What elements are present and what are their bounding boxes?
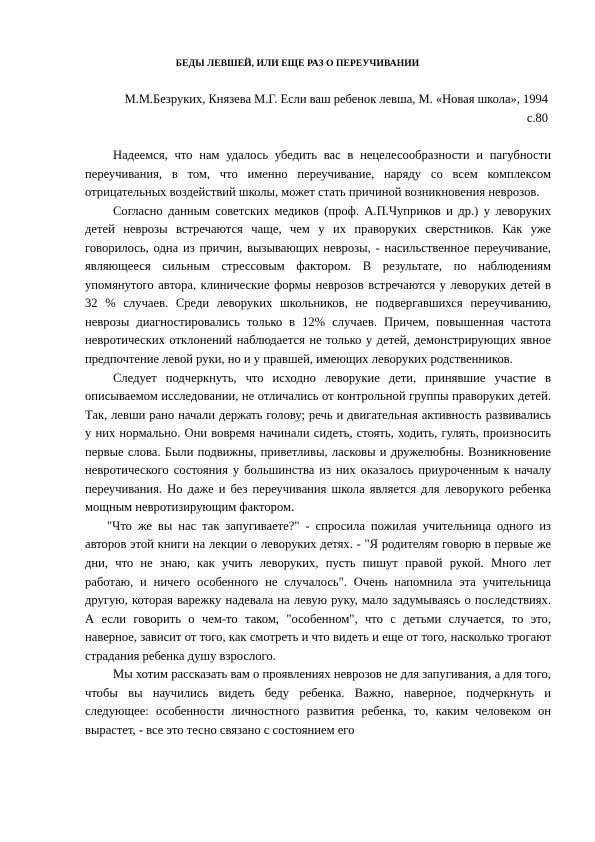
- document-body: [85, 146, 551, 740]
- paragraph: Следует подчеркнуть, что исходно леворукие дети, принявшие участие в описываемом исследовании, не отличались от контрольной группы праворуких детей. Так, левши рано начали держать голову; речь и двигательная активность развивались у них нормально. Они вовремя начинали сидеть, стоять, ходить, гулять, произносить первые слова. Были подвижны, приветливы, ласковы и дружелюбны. Возникновение невротического состояния у большинства из них оказалось приуроченным к началу переучивания. Но даже и без переучивания школа является для леворукого ребенка мощным невротизирующим фактором.: [85, 370, 551, 515]
- citation: М.М.Безруких, Князева М.Г. Если ваш ребенок левша, М. «Новая школа», 1994 с.80: [124, 92, 548, 125]
- paragraph: Согласно данным советских медиков (проф. А.П.Чуприков и др.) у леворуких детей неврозы встречаются чаще, чем у их праворуких сверстников. Как уже говорилось, одна из причин, вызывающих неврозы, - насильственное переучивание, являющееся сильным стрессовым фактором. В результате, по наблюдениям упомянутого автора, клинические формы неврозов встречаются у леворуких детей в 32 % случаев. Среди леворуких школьников, не подвергавшихся переучиванию, неврозы диагностировались только в 12% случаев. Причем, повышенная частота невротических отклонений наблюдается не только у детей, демонстрирующих явное предпочтение левой руки, но и у правшей, имеющих леворуких родственников.: [85, 203, 551, 367]
- paragraph: Мы хотим рассказать вам о проявлениях неврозов не для запугивания, а для того, чтобы вы научились видеть беду ребенка. Важно, наверное, подчеркнуть и следующее: особенности личностного развития ребенка, то, каким человеком он вырастет, - все это тесно связано с состоянием его: [85, 667, 551, 737]
- paragraph: Надеемся, что нам удалось убедить вас в нецелесообразности и пагубности переучивания, в том, что именно переучивание, наряду со всем комплексом отрицательных воздействий школы, может стать причиной возникновения неврозов.: [85, 148, 551, 200]
- paragraph: "Что же вы нас так запугиваете?" - спросила пожилая учительница одного из авторов этой книги на лекции о леворуких детях. - "Я родителям говорю в первые же дни, что не знаю, как учить леворуких, пусть пишут правой рукой. Много лет работаю, и ничего особенного не случалось". Очень напомнила эта учительница другую, которая варежку надевала на левую руку, мало задумываясь о последствиях. А если говорить о чем-то таком, "особенном", что с детьми случается, то это, наверное, зависит от того, как смотреть и что видеть и еще от того, насколько трогают страдания ребенка душу взрослого.: [85, 518, 551, 663]
- document-title: БЕДЫ ЛЕВШЕЙ, ИЛИ ЕЩЕ РАЗ О ПЕРЕУЧИВАНИИ: [175, 59, 420, 69]
